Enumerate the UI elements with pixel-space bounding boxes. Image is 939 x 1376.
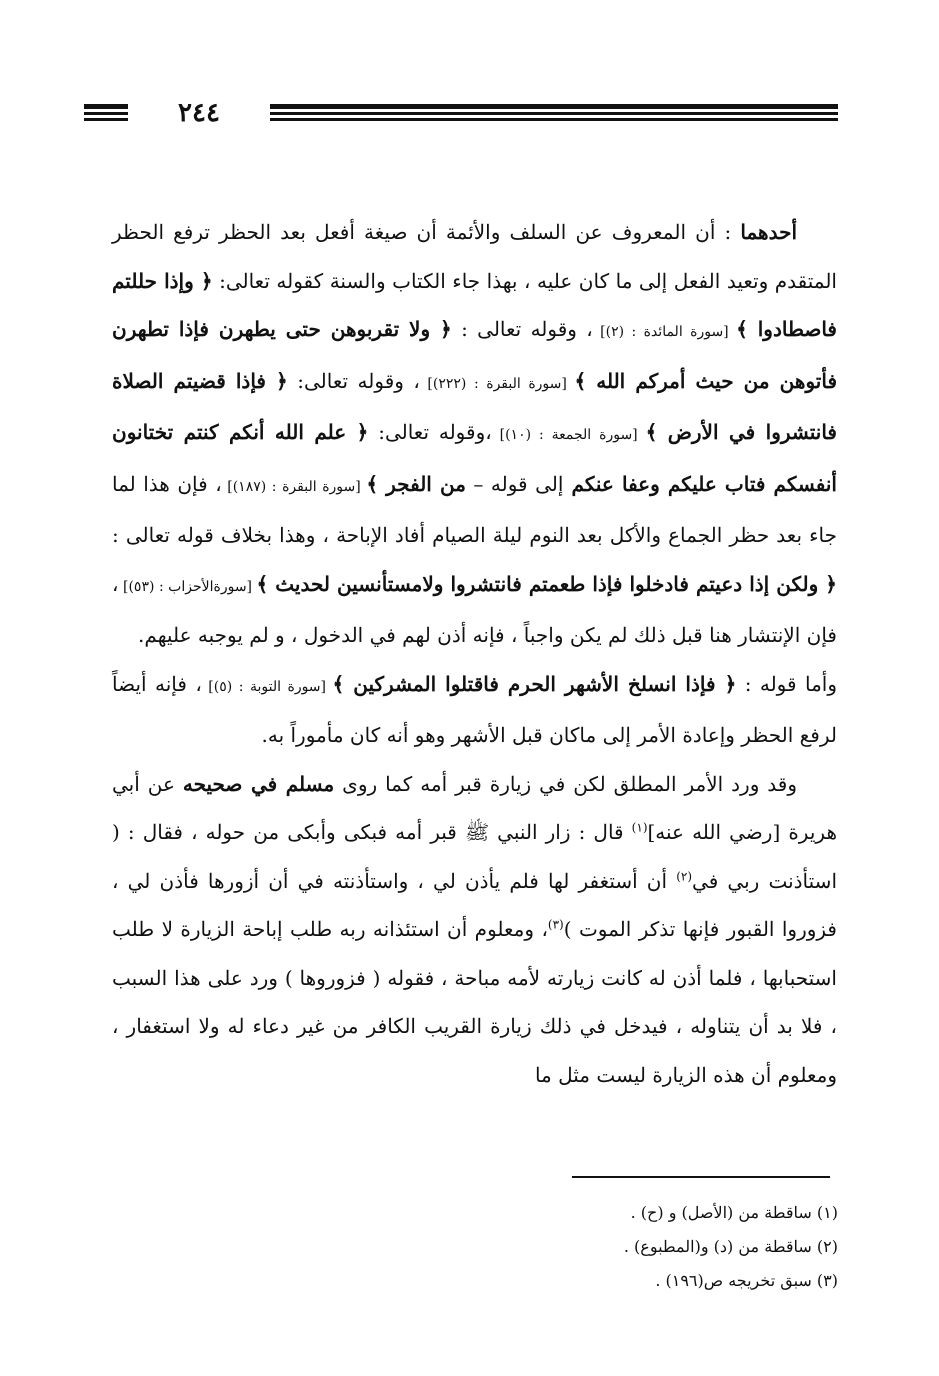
paragraph-2 — [112, 660, 837, 760]
footnote-separator — [572, 1176, 830, 1178]
header-rule-right — [270, 104, 838, 122]
verse-reference: [سورةالأحزاب : (٥٣)] — [118, 578, 257, 595]
text-segment: إلى قوله – — [465, 471, 564, 496]
quran-verse: ﴿ ولا تقربوهن حتى يطهرن فإذا تطهرن فأتوهن من حيث أمركم الله ﴾ — [112, 317, 838, 393]
quran-verse: ﴿ ولكن إذا دعيتم فادخلوا فإذا طعمتم فانتشروا ولامستأنسين لحديث ﴾ — [256, 571, 838, 596]
paragraph-3 — [112, 760, 837, 1100]
verse-reference: [سورة البقرة : (٢٢٢)] — [419, 375, 575, 392]
footnote-marker-2[interactable]: (٢) — [676, 868, 693, 883]
source-name: مسلم في صحيحه — [182, 771, 335, 796]
footnote-1: (١) ساقطة من (الأصل) و (ح) . — [630, 1203, 838, 1222]
text-segment: قال : زار النبي ﷺ قبر أمه فبكى وأبكى من حوله ، فقال : ( استأذنت ربي في — [112, 820, 837, 893]
footnote-marker-1[interactable]: (١) — [631, 820, 648, 835]
header-rule-left — [84, 104, 128, 122]
text-segment: ، وقوله تعالى : — [451, 317, 593, 341]
quran-verse: ﴿ فإذا قضيتم الصلاة فانتشروا في الأرض ﴾ — [112, 368, 837, 444]
verse-reference: [سورة المائدة : (٢)] — [592, 324, 737, 340]
footnote-2: (٢) ساقطة من (د) و(المطبوع) . — [623, 1237, 838, 1256]
main-text — [112, 208, 837, 1099]
page-header — [84, 98, 838, 128]
paragraph-1 — [112, 208, 837, 660]
text-segment: وأما قوله : — [736, 671, 838, 696]
verse-reference: [سورة التوبة : (٥)] — [201, 678, 333, 695]
footnote-3: (٣) سبق تخريجه ص(١٩٦) . — [655, 1271, 838, 1290]
quran-verse: من الفجر ﴾ — [366, 471, 466, 496]
footnotes — [300, 1196, 838, 1298]
verse-reference: [سورة الجمعة : (١٠)] — [491, 427, 646, 443]
text-segment: ،وقوله تعالى: — [368, 420, 492, 444]
text-segment: أن أستغفر لها فلم يأذن لي ، واستأذنته في أن أزورها فأذن لي ، فزوروا القبور فإنها تذكر الموت ) — [112, 868, 837, 941]
text-segment: ، فإنه أيضاً لرفع الحظر وإعادة الأمر إلى ماكان قبل الأشهر وهو أنه كان مأموراً به. — [112, 671, 837, 747]
verse-reference: [سورة البقرة : (١٨٧)] — [221, 478, 367, 495]
quran-verse: ﴿ فإذا انسلخ الأشهر الحرم فاقتلوا المشركين ﴾ — [332, 671, 737, 696]
text-segment: ، فإن الإنتشار هنا قبل ذلك لم يكن واجباً ، فإنه أذن لهم في الدخول ، و لم يوجبه عليهم. — [112, 571, 837, 647]
text-segment: ، فإن هذا لما جاء بعد حظر الجماع والأكل بعد النوم ليلة الصيام أفاد الإباحة ، وهذا بخلاف قوله تعالى : — [112, 471, 837, 547]
text-segment: عن أبي هريرة [رضي الله عنه] — [112, 771, 837, 844]
footnote-marker-3[interactable]: (٣) — [547, 917, 564, 932]
text-segment: ، وقوله تعالى: — [287, 368, 420, 393]
quran-verse: ﴿ علم الله أنكم كنتم تختانون أنفسكم فتاب عليكم وعفا عنكم — [112, 420, 837, 496]
text-segment: ، ومعلوم أن استئذانه ربه طلب إباحة الزيارة لا طلب استحبابها ، فلما أذن له كانت زيارته لأمه مباحة ، فقوله ( فزوروها ) ورد على هذا السبب ، فلا بد أن يتناوله ، فيدخل في ذلك زيارة القريب الكافر من غير دعاء له ولا استغفار ، ومعلوم أن هذه الزيارة ليست مثل ما — [112, 917, 837, 1087]
text-segment: وقد ورد الأمر المطلق لكن في زيارة قبر أمه كما روى — [334, 771, 798, 796]
page-number: ٢٤٤ — [178, 98, 220, 128]
lead-word: أحدهما — [740, 220, 797, 244]
text-segment: : أن المعروف عن السلف والأئمة أن صيغة أفعل بعد الحظر ترفع الحظر المتقدم وتعيد الفعل إلى ما كان عليه ، بهذا جاء الكتاب والسنة كقوله تعالى: — [112, 220, 837, 293]
quran-verse: ﴿ وإذا حللتم فاصطادوا ﴾ — [112, 268, 837, 341]
